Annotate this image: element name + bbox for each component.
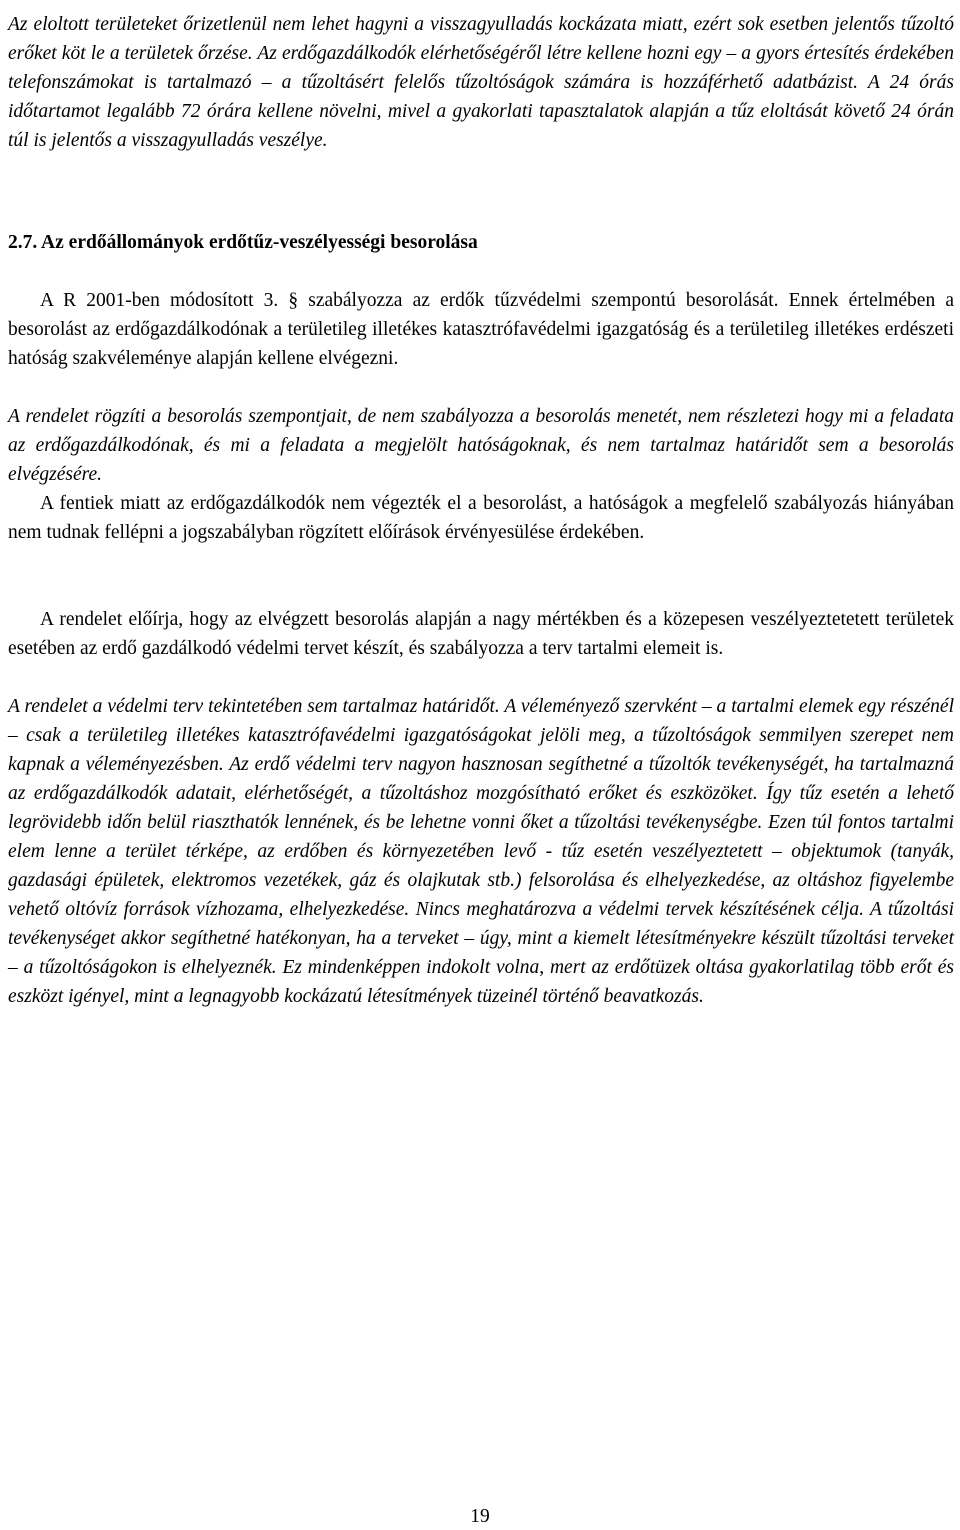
paragraph-text: Az eloltott területeket őrizetlenül nem lehet hagyni a visszagyulladás kockázata miatt, ezért sok esetben jelentős tűzoltó erőket köt le a területek őrzése. Az erdőgazdálkodók elérhetőségéről létre kellene hozni egy – a gyors értesítés érdekében telefonszámokat is tartalmazó – a tűzoltásért felelős tűzoltóságok számára is hozzáférhető adatbázist. A 24 órás időtartamot legalább 72 órára kellene növelni, mivel a gyakorlati tapasztalatok alapján a tűz eloltását követő 24 órán túl is jelentős a visszagyulladás veszélye. bbox=[8, 14, 954, 151]
paragraph-criteria bbox=[8, 402, 954, 489]
paragraph-defense-plan bbox=[8, 605, 954, 692]
paragraph-text: A rendelet a védelmi terv tekintetében sem tartalmaz határidőt. A véleményező szervként – a tartalmi elemek egy részénél – csak a területileg illetékes katasztrófavédelmi igazgatóságokat jelöli meg, a tűzoltóságok semmilyen szerepet nem kapnak a véleményezésben. Az erdő védelmi terv nagyon hasznosan segíthetné a tűzoltók tevékenységét, ha tartalmazná az erdőgazdálkodók adatait, elérhetőségét, a tűzoltáshoz mozgósítható erőket és eszközöket. Így tűz esetén a lehető legrövidebb időn belül riaszthatók lennének, és be lehetne vonni őket a tűzoltási tevékenységbe. Ezen túl fontos tartalmi elem lenne a terület térképe, az erdőben és környezetében levő - tűz esetén veszélyeztetett – objektumok (tanyák, gazdasági épületek, elektromos vezetékek, gáz és olajkutak stb.) felsorolása és elhelyezkedése, az oltáshoz figyelembe vehető oltóvíz források vízhozama, elhelyezkedése. Nincs meghatározva a védelmi tervek készítésének célja. A tűzoltási tevékenységet akkor segíthetné hatékonyan, ha a terveket – úgy, mint a kiemelt létesítményekre készült tűzoltási terveket – a tűzoltóságokon is elhelyeznék. Ez mindenképpen indokolt volna, mert az erdőtüzek oltása gyakorlatilag több erőt és eszközt igényel, mint a legnagyobb kockázatú létesítmények tüzeinél történő beavatkozás. bbox=[8, 696, 954, 1007]
paragraph-plan-deadline bbox=[8, 692, 954, 1132]
section-heading: 2.7. Az erdőállományok erdőtűz-veszélyességi besorolása bbox=[8, 232, 478, 253]
paragraph-text: A R 2001-ben módosított 3. § szabályozza az erdők tűzvédelmi szempontú besorolását. Ennek értelmében a besorolást az erdőgazdálkodónak a területileg illetékes katasztrófavédelmi igazgatóság és a területileg illetékes erdészeti hatóság szakvéleménye alapján kellene elvégezni. bbox=[8, 290, 954, 369]
paragraph-regulation bbox=[8, 286, 954, 402]
paragraph-text: A fentiek miatt az erdőgazdálkodók nem végezték el a besorolást, a hatóságok a megfelelő szabályozás hiányában nem tudnak fellépni a jogszabályban rögzített előírások érvényesülése érdekében. bbox=[8, 493, 954, 543]
paragraph-text: A rendelet előírja, hogy az elvégzett besorolás alapján a nagy mértékben és a közepesen veszélyeztetetett területek esetében az erdő gazdálkodó védelmi tervet készít, és szabályozza a terv tartalmi elemeit is. bbox=[8, 609, 954, 659]
paragraph-text: A rendelet rögzíti a besorolás szempontjait, de nem szabályozza a besorolás menetét, nem részletezi hogy mi a feladata az erdőgazdálkodónak, és mi a feladata a megjelölt hatóságoknak, és nem tartalmaz határidőt sem a besorolás elvégzésére. bbox=[8, 406, 954, 485]
page-number: 19 bbox=[470, 1506, 490, 1527]
paragraph-consequence bbox=[8, 489, 954, 576]
paragraph-reignition bbox=[8, 10, 954, 156]
